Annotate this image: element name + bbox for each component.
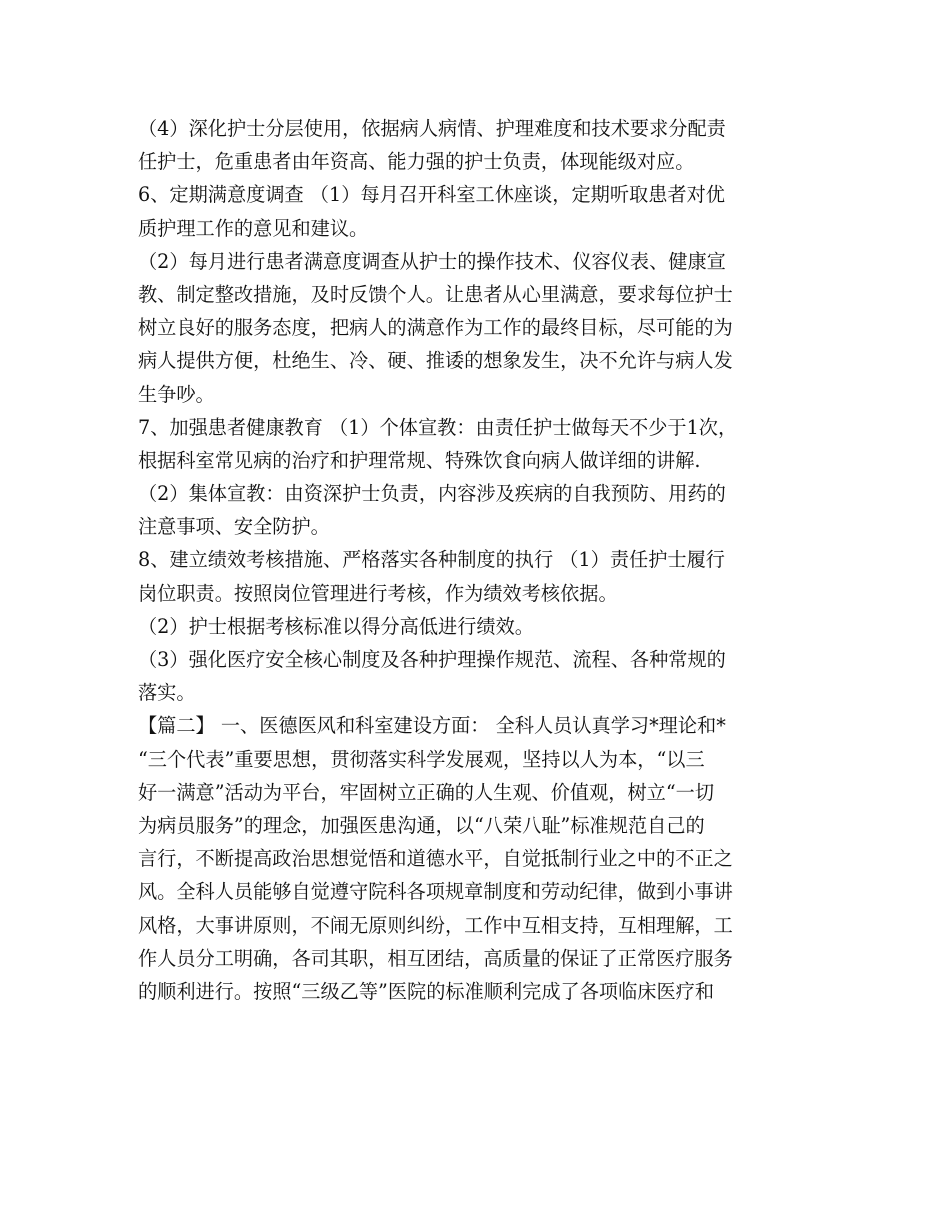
text-line: （2）每月进行患者满意度调查从护士的操作技术、仪容仪表、健康宣 <box>138 249 726 273</box>
text-line: “三个代表”重要思想，贯彻落实科学发展观，坚持以人为本，“以三 <box>138 747 705 771</box>
text-line: 任护士，危重患者由年资高、能力强的护士负责，体现能级对应。 <box>138 150 695 174</box>
text-line: 的顺利进行。按照“三级乙等”医院的标准顺利完成了各项临床医疗和 <box>138 979 715 1003</box>
text-line: 落实。 <box>138 681 196 705</box>
text-line: 为病员服务”的理念，加强医患沟通，以“八荣八耻”标准规范自己的 <box>138 813 705 837</box>
text-line: （3）强化医疗安全核心制度及各种护理操作规范、流程、各种常规的 <box>138 648 726 671</box>
text-line: 生争吵。 <box>138 382 215 406</box>
text-line: 质护理工作的意见和建议。 <box>138 216 369 240</box>
text-line: 言行，不断提高政治思想觉悟和道德水平，自觉抵制行业之中的不正之 <box>138 847 733 871</box>
text-line: 8、建立绩效考核措施、严格落实各种制度的执行 （1）责任护士履行 <box>138 548 725 572</box>
text-line: 根据科室常见病的治疗和护理常规、特殊饮食向病人做详细的讲解. <box>138 448 701 472</box>
text-line: 好一满意”活动为平台，牢固树立正确的人生观、价值观，树立“一切 <box>138 780 715 804</box>
document-body <box>138 112 818 1008</box>
text-line: 7、加强患者健康教育 （1）个体宣教：由责任护士做每天不少于1次， <box>138 415 738 439</box>
text-line: （2）集体宣教：由资深护士负责，内容涉及疾病的自我预防、用药的 <box>138 482 726 506</box>
text-line: 【篇二】 一、医德医风和科室建设方面： 全科人员认真学习*理论和* <box>138 714 726 738</box>
text-line: 教、制定整改措施，及时反馈个人。让患者从心里满意，要求每位护士 <box>138 282 733 306</box>
text-line: 病人提供方便，杜绝生、冷、硬、推诿的想象发生，决不允许与病人发 <box>138 349 733 373</box>
text-line: （4）深化护士分层使用，依据病人病情、护理难度和技术要求分配责 <box>138 117 726 140</box>
text-line: （2）护士根据考核标准以得分高低进行绩效。 <box>138 614 534 638</box>
text-line: 岗位职责。按照岗位管理进行考核，作为绩效考核依据。 <box>138 581 618 605</box>
text-line: 作人员分工明确，各司其职，相互团结，高质量的保证了正常医疗服务 <box>138 946 733 970</box>
text-line: 树立良好的服务态度，把病人的满意作为工作的最终目标，尽可能的为 <box>138 316 733 340</box>
text-line: 注意事项、安全防护。 <box>138 515 330 539</box>
text-line: 风。全科人员能够自觉遵守院科各项规章制度和劳动纪律，做到小事讲 <box>138 880 733 904</box>
text-line: 风格，大事讲原则，不闹无原则纠纷，工作中互相支持，互相理解，工 <box>138 913 733 937</box>
text-line: 6、定期满意度调查 （1）每月召开科室工休座谈，定期听取患者对优 <box>138 183 725 207</box>
